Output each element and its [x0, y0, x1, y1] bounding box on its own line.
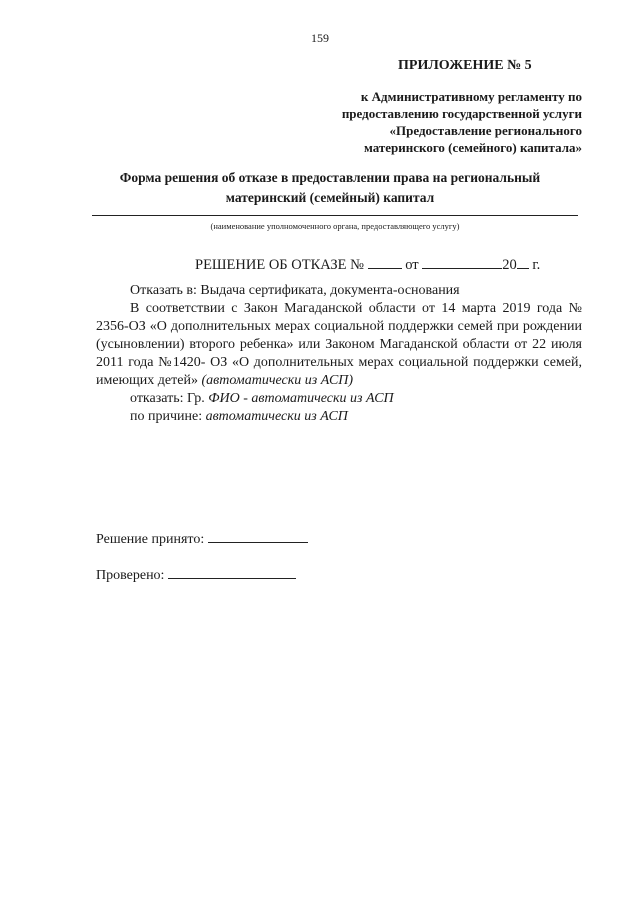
decision-from: от — [405, 257, 419, 273]
appendix-subtitle-line: «Предоставление регионального — [389, 123, 582, 138]
refuse-to-label: отказать: Гр. — [130, 391, 205, 406]
decision-number-blank — [368, 256, 402, 269]
decision-made-blank — [208, 530, 308, 543]
decision-year-blank — [517, 256, 529, 269]
form-title-line: Форма решения об отказе в предоставлении права на региональный — [119, 170, 541, 185]
checked-signature — [96, 566, 296, 584]
basis-paragraph — [96, 300, 582, 390]
decision-year-suffix: г. — [532, 257, 541, 273]
appendix-subtitle — [300, 88, 582, 156]
page-number: 159 — [311, 31, 329, 45]
decision-year-prefix: 20 — [502, 257, 517, 273]
org-caption: (наименование уполномоченного органа, предоставляющего услугу) — [210, 221, 460, 231]
decision-prefix: РЕШЕНИЕ ОБ ОТКАЗЕ № — [195, 257, 364, 273]
basis-auto-note: (автоматически из АСП) — [201, 373, 354, 388]
decision-made-signature — [96, 530, 308, 548]
form-title — [100, 168, 560, 208]
appendix-subtitle-line: материнского (семейного) капитала» — [363, 140, 582, 155]
decision-heading — [195, 256, 540, 274]
appendix-subtitle-line: предоставлению государственной услуги — [341, 106, 582, 121]
checked-blank — [168, 566, 296, 579]
refuse-to-value: ФИО - автоматически из АСП — [208, 391, 394, 406]
checked-label: Проверено: — [96, 568, 165, 583]
decision-date-blank — [422, 256, 502, 269]
reason-label: по причине: — [130, 409, 203, 424]
decision-body — [96, 282, 582, 426]
decision-made-label: Решение принято: — [96, 532, 205, 547]
form-title-line: материнский (семейный) капитал — [225, 190, 435, 205]
refuse-in-line: Отказать в: Выдача сертификата, документа-основания — [130, 283, 460, 298]
reason-line — [96, 408, 582, 426]
basis-text: В соответствии с Закон Магаданской области от 14 марта 2019 года № 2356-ОЗ «О дополнительных мерах социальной поддержки семей при рождении (усыновлении) второго ребенка» или Законом Магаданской области от 22 июля 2011 года №1420- ОЗ «О дополнительных мерах социальной поддержки семей, имеющих детей» — [96, 301, 582, 388]
org-name-line — [92, 215, 578, 216]
appendix-subtitle-line: к Административному регламенту по — [360, 89, 582, 104]
refuse-to-line — [96, 390, 582, 408]
appendix-title: ПРИЛОЖЕНИЕ № 5 — [398, 58, 532, 73]
reason-value: автоматически из АСП — [205, 409, 348, 424]
